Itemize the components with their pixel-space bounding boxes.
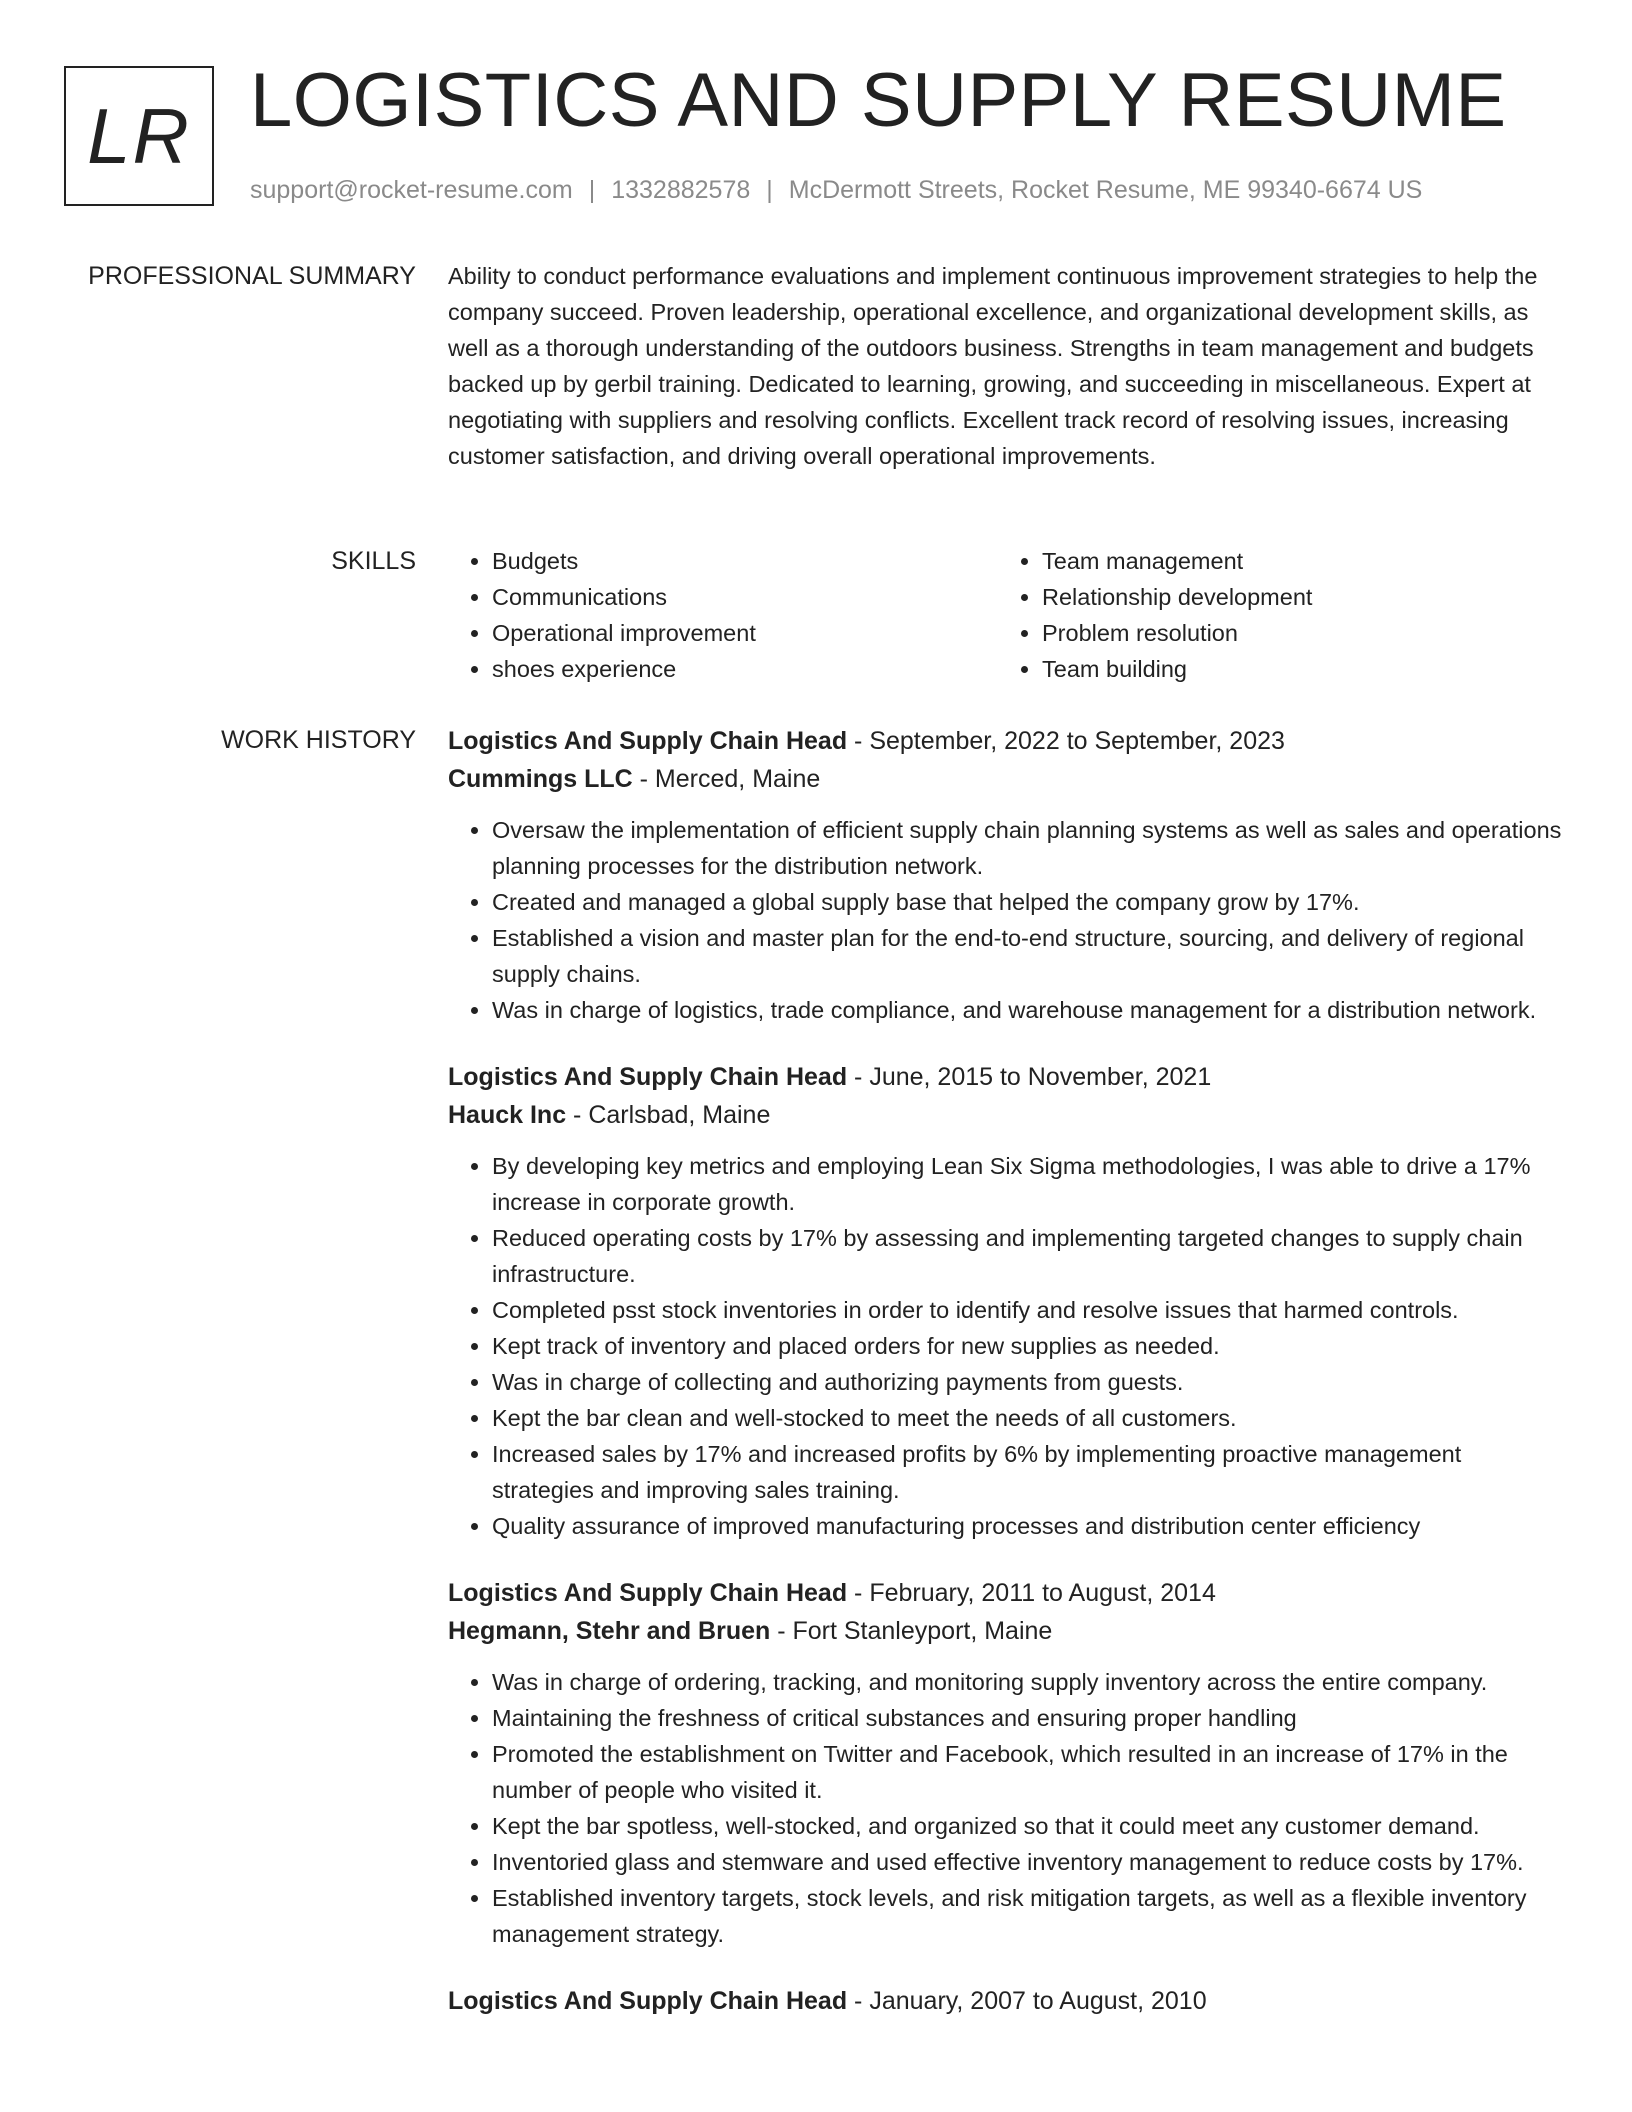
job-bullet: • Increased sales by 17% and increased profits by 6% by implementing proactive management strategies and improving sales training. [492,1436,1568,1508]
contact-separator: | [588,176,596,204]
contact-line [250,172,1422,208]
skill-item: • Relationship development [1042,579,1548,615]
job-entry [448,722,1568,1028]
job-company-line [448,1612,1568,1650]
job-bullet: • Kept the bar clean and well-stocked to meet the needs of all customers. [492,1400,1568,1436]
skill-item: • Team management [1042,543,1548,579]
skills-heading: SKILLS [331,547,416,575]
monogram-text: LR [87,91,191,180]
job-title: Logistics And Supply Chain Head [448,1987,848,2015]
job-location: - Carlsbad, Maine [566,1101,771,1129]
job-bullet: • Was in charge of logistics, trade compliance, and warehouse management for a distribution network. [492,992,1568,1028]
job-entry [448,1982,1568,2020]
job-bullet: • By developing key metrics and employing Lean Six Sigma methodologies, I was able to drive a 17% increase in corporate growth. [492,1148,1568,1220]
work-history-body [448,722,1568,2050]
job-entry [448,1574,1568,1952]
job-bullet: • Kept the bar spotless, well-stocked, and organized so that it could meet any customer demand. [492,1808,1568,1844]
job-header [448,722,1568,760]
job-bullet: • Established a vision and master plan for the end-to-end structure, sourcing, and delivery of regional supply chains. [492,920,1568,992]
contact-address: McDermott Streets, Rocket Resume, ME 99340-6674 US [788,176,1423,204]
job-bullet: • Oversaw the implementation of efficient supply chain planning systems as well as sales and operations planning processes for the distribution network. [492,812,1568,884]
skill-item: • Communications [492,579,998,615]
summary-heading: PROFESSIONAL SUMMARY [88,262,416,290]
job-company-line [448,760,1568,798]
work-history-heading: WORK HISTORY [221,726,416,754]
job-bullet: • Inventoried glass and stemware and used effective inventory management to reduce costs by 17%. [492,1844,1568,1880]
skill-item: • Operational improvement [492,615,998,651]
job-bullet: • Promoted the establishment on Twitter and Facebook, which resulted in an increase of 17% in the number of people who visited it. [492,1736,1568,1808]
job-company: Hauck Inc [448,1101,567,1129]
job-header [448,1058,1568,1096]
contact-phone[interactable]: 1332882578 [611,176,751,204]
summary-body [448,258,1568,474]
job-location: - Fort Stanleyport, Maine [770,1617,1053,1645]
contact-separator: | [766,176,773,204]
contact-email[interactable]: support@rocket-resume.com [250,176,573,204]
skill-item: • Budgets [492,543,998,579]
job-dates: - June, 2015 to November, 2021 [847,1063,1212,1091]
job-company-line [448,1096,1568,1134]
job-bullet: • Reduced operating costs by 17% by assessing and implementing targeted changes to supply chain infrastructure. [492,1220,1568,1292]
skills-body [448,543,1568,687]
job-bullet: • Maintaining the freshness of critical substances and ensuring proper handling [492,1700,1568,1736]
job-entry [448,1058,1568,1544]
job-dates: - September, 2022 to September, 2023 [847,727,1285,755]
skills-left-list [448,543,998,687]
job-header [448,1574,1568,1612]
job-dates: - January, 2007 to August, 2010 [847,1987,1207,2015]
job-bullets [448,1148,1568,1544]
summary-text: Ability to conduct performance evaluations and implement continuous improvement strategies to help the company succeed. Proven leadership, operational excellence, and organizational development skills, as well as a thorough understanding of the outdoors business. Strengths in team management and budgets backed up by gerbil training. Dedicated to learning, growing, and succeeding in miscellaneous. Expert at negotiating with suppliers and resolving conflicts. Excellent track record of resolving issues, increasing customer satisfaction, and driving overall operational improvements. [448,263,1538,469]
job-location: - Merced, Maine [632,765,821,793]
job-bullet: • Established inventory targets, stock levels, and risk mitigation targets, as well as a flexible inventory management strategy. [492,1880,1568,1952]
job-company: Cummings LLC [448,765,633,793]
job-bullet: • Quality assurance of improved manufacturing processes and distribution center efficiency [492,1508,1568,1544]
monogram-logo [64,66,214,206]
job-bullets [448,812,1568,1028]
job-bullets [448,1664,1568,1952]
job-title: Logistics And Supply Chain Head [448,727,848,755]
skills-grid [448,543,1568,687]
job-bullet: • Was in charge of ordering, tracking, and monitoring supply inventory across the entire company. [492,1664,1568,1700]
job-dates: - February, 2011 to August, 2014 [847,1579,1216,1607]
job-company: Hegmann, Stehr and Bruen [448,1617,771,1645]
resume-title: LOGISTICS AND SUPPLY RESUME [250,58,1507,143]
job-bullet: • Was in charge of collecting and authorizing payments from guests. [492,1364,1568,1400]
skills-right-list [998,543,1548,687]
skill-item: • Problem resolution [1042,615,1548,651]
job-bullet: • Kept track of inventory and placed orders for new supplies as needed. [492,1328,1568,1364]
job-header [448,1982,1568,2020]
job-bullet: • Created and managed a global supply base that helped the company grow by 17%. [492,884,1568,920]
job-bullet: • Completed psst stock inventories in order to identify and resolve issues that harmed controls. [492,1292,1568,1328]
job-title: Logistics And Supply Chain Head [448,1579,848,1607]
skill-item: • shoes experience [492,651,998,687]
job-title: Logistics And Supply Chain Head [448,1063,848,1091]
skill-item: • Team building [1042,651,1548,687]
